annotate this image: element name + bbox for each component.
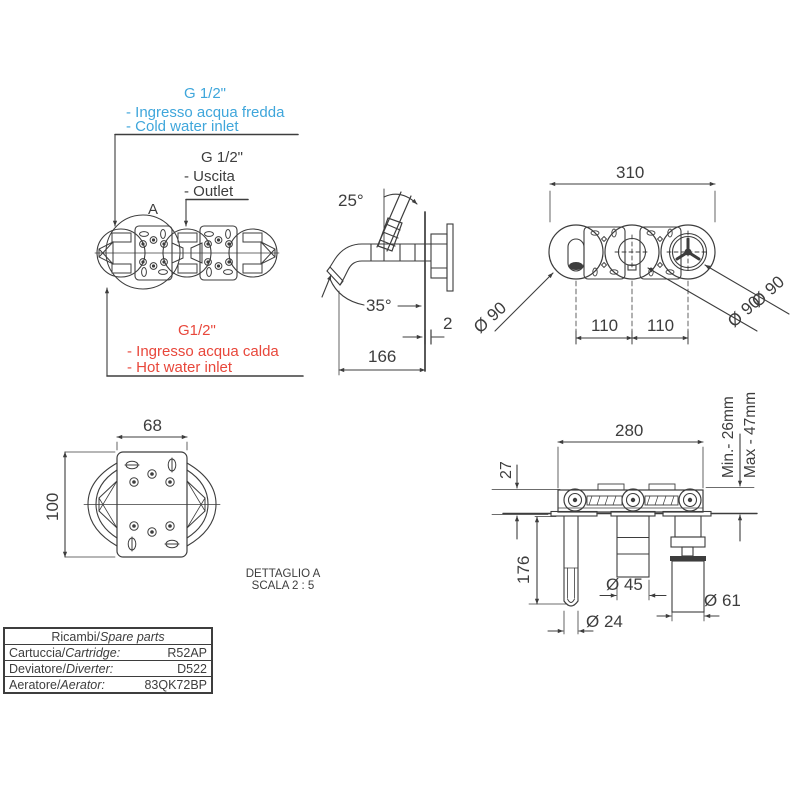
hot-inlet-label-group (127, 322, 279, 376)
hot-inlet-line1-label: - Ingresso acqua calda (127, 343, 279, 360)
dim-310-label: 310 (616, 163, 645, 182)
dia-90-diverter-label: Ø 90 (723, 292, 765, 331)
angle-25-label: 25° (338, 191, 364, 210)
aerator-label-en: Aerator: (60, 677, 105, 692)
dia-90-handle-label: Ø 90 (747, 272, 789, 311)
dim-45-label: Ø 45 (606, 575, 643, 594)
outlet-label-group (184, 149, 243, 200)
diverter-body (617, 516, 649, 577)
angle-35-arc (330, 279, 364, 305)
detail-a-drawing (65, 437, 220, 557)
cartridge-label-it: Cartuccia/ (9, 645, 66, 660)
dim-2-label: 2 (443, 314, 453, 333)
angle-25-arc (384, 194, 417, 204)
depth-min-label: Min.- 26mm (720, 396, 737, 478)
back-mounting-plate (447, 224, 453, 291)
handle-neck (675, 516, 701, 537)
handle-grip (672, 561, 704, 612)
dim-176-label: 176 (514, 555, 533, 584)
diverter-label-en: Diverter: (65, 661, 114, 676)
dim-100-label: 100 (43, 492, 62, 521)
spare-parts-table (3, 627, 213, 694)
spare-parts-row-cartridge (5, 644, 211, 660)
spare-parts-row-diverter (5, 660, 211, 676)
dim-61-label: Ø 61 (704, 591, 741, 610)
spout-inner-curve (344, 261, 362, 278)
dim-280-label: 280 (615, 421, 644, 440)
spout-tip-cap (564, 601, 578, 606)
dim-166-label: 166 (368, 347, 397, 366)
aerator-code: 83QK72BP (144, 677, 207, 692)
depth-max-label: Max - 47mm (742, 391, 759, 478)
cold-inlet-line2-label: - Cold water inlet (126, 118, 239, 135)
dia90-leader-spout (495, 273, 553, 331)
handle-knurl-ring (670, 556, 706, 561)
diverter-code: D522 (177, 661, 207, 676)
cold-inlet-label-group (126, 85, 285, 135)
cartridge-label-en: Cartridge: (65, 645, 121, 660)
detail-caption-line1: DETTAGLIO A (245, 568, 321, 580)
diverter-label-it: Deviatore/ (9, 661, 66, 676)
cartridge-code: R52AP (167, 645, 207, 660)
angle-35-label: 35° (366, 296, 392, 315)
spare-parts-row-aerator (5, 676, 211, 692)
detail-a-marker-label: A (148, 201, 159, 218)
detail-caption-line2: SCALA 2 : 5 (251, 580, 315, 592)
cold-inlet-line1-label: - Ingresso acqua fredda (126, 104, 285, 121)
hot-inlet-line2-label: - Hot water inlet (127, 359, 233, 376)
hot-inlet-size-label: G1/2" (178, 322, 216, 339)
spare-parts-header-it: Ricambi/ (51, 629, 100, 644)
dia-90-spout-label: Ø 90 (469, 298, 511, 337)
dim-68-label: 68 (143, 416, 162, 435)
dim-110-right-label: 110 (647, 316, 675, 335)
dim-27-label: 27 (498, 461, 515, 479)
cartridge-hatched (377, 192, 411, 251)
dim-24-label: Ø 24 (586, 612, 623, 631)
body-valves (564, 484, 701, 511)
outlet-line2-label: - Outlet (184, 183, 234, 200)
spout-outer-curve (330, 244, 362, 267)
spare-parts-header-en: Spare parts (100, 629, 165, 644)
outlet-line1-label: - Uscita (184, 168, 235, 185)
spout-axis-leader (322, 275, 331, 297)
concealed-body (431, 234, 447, 278)
cold-inlet-size-label: G 1/2" (184, 85, 227, 102)
outlet-size-label: G 1/2" (201, 149, 244, 166)
handle-wheel (667, 231, 709, 273)
dim-110-left-label: 110 (591, 316, 619, 335)
aerator-label-it: Aeratore/ (9, 677, 61, 692)
spare-parts-header (5, 629, 211, 644)
